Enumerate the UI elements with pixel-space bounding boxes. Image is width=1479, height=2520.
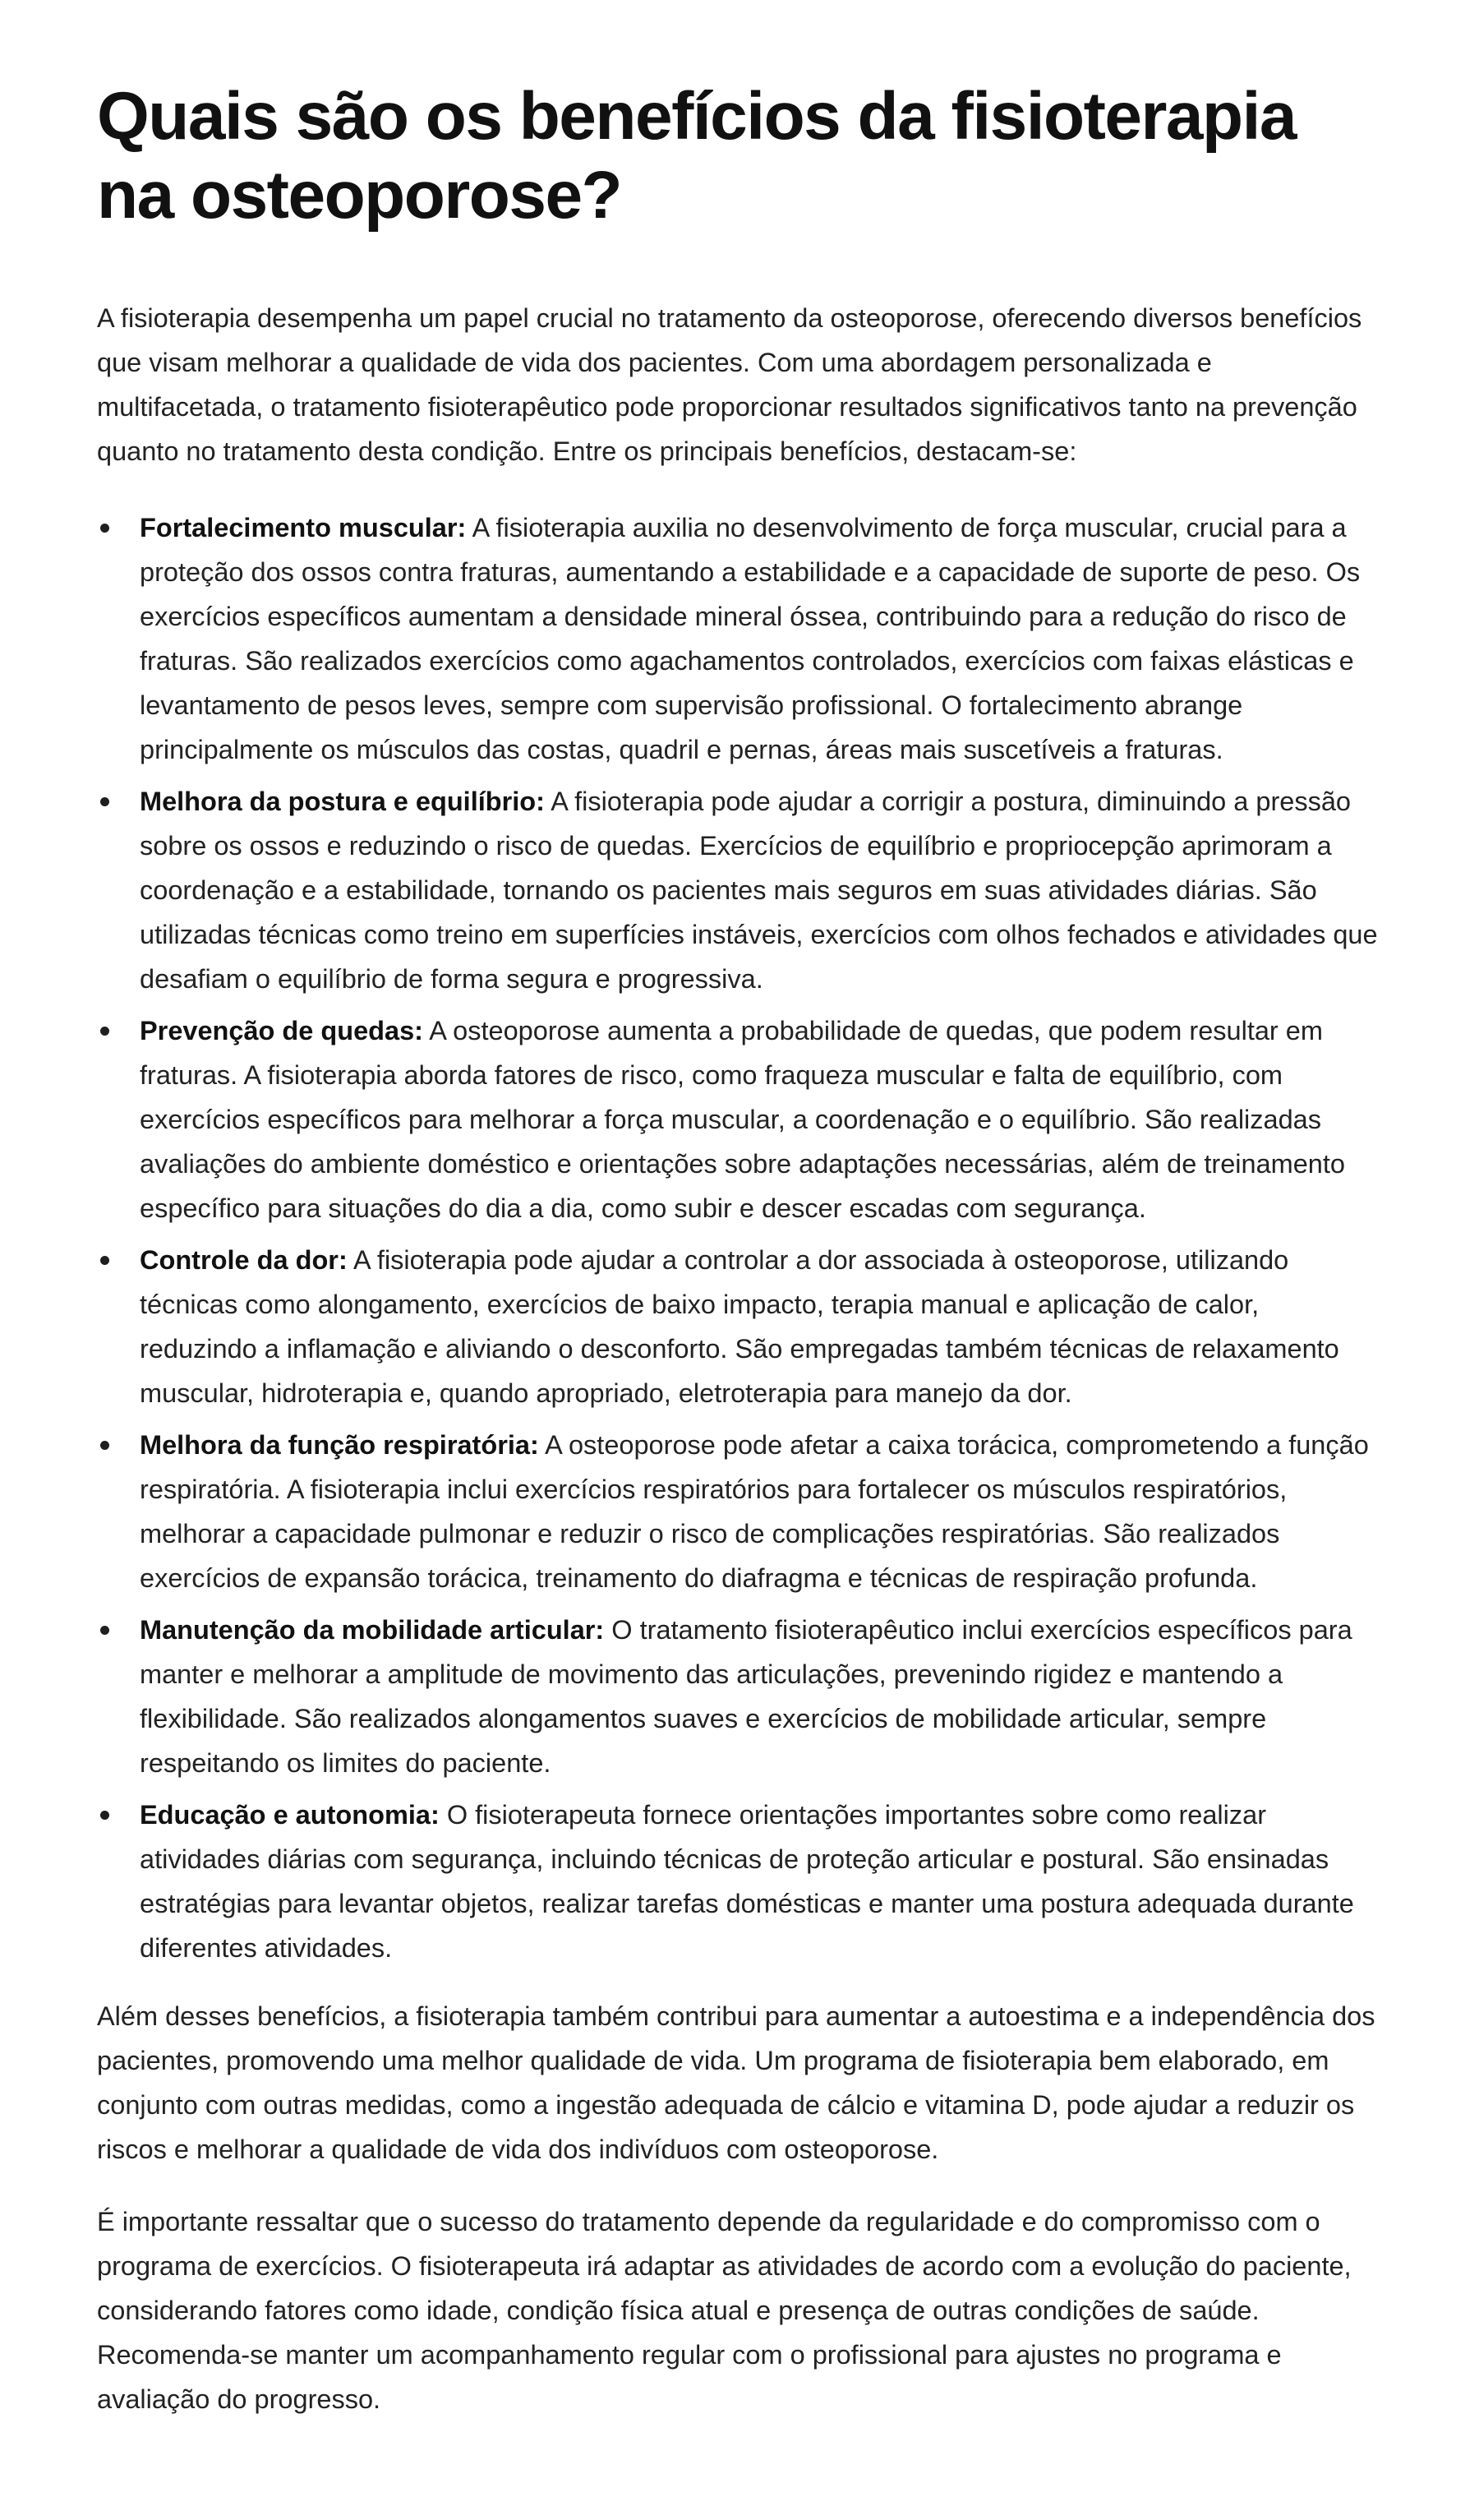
benefit-title: Melhora da função respiratória:	[140, 1430, 539, 1460]
bullet-icon	[100, 797, 109, 806]
list-item	[97, 505, 1382, 772]
benefit-text: O tratamento fisioterapêutico inclui exercícios específicos para manter e melhorar a amplitude de movimento das articulações, prevenindo rigidez e mantendo a flexibilidade. São realizados alongamentos suaves e exercícios de mobilidade articular, sempre respeitando os limites do paciente.	[140, 1615, 1352, 1778]
list-item	[97, 1608, 1382, 1785]
page-title: Quais são os benefícios da fisioterapia na osteoporose?	[97, 79, 1296, 233]
benefit-title: Manutenção da mobilidade articular:	[140, 1615, 605, 1645]
bullet-icon	[100, 1441, 109, 1450]
benefit-text: A fisioterapia auxilia no desenvolvimento de força muscular, crucial para a proteção dos ossos contra fraturas, aumentando a estabilidade e a capacidade de suporte de peso. Os exercícios específicos aumentam a densidade mineral óssea, contribuindo para a redução do risco de fraturas. São realizados exercícios como agachamentos controlados, exercícios com faixas elásticas e levantamento de pesos leves, sempre com supervisão profissional. O fortalecimento abrange principalmente os músculos das costas, quadril e pernas, áreas mais suscetíveis a fraturas.	[140, 513, 1361, 764]
list-item	[97, 1008, 1382, 1230]
benefit-text: A osteoporose pode afetar a caixa torácica, comprometendo a função respiratória. A fisioterapia inclui exercícios respiratórios para fortalecer os músculos respiratórios, melhorar a capacidade pulmonar e reduzir o risco de complicações respiratórias. São realizados exercícios de expansão torácica, treinamento do diafragma e técnicas de respiração profunda.	[140, 1430, 1369, 1593]
benefit-text: A fisioterapia pode ajudar a corrigir a postura, diminuindo a pressão sobre os ossos e reduzindo o risco de quedas. Exercícios de equilíbrio e propriocepção aprimoram a coordenação e a estabilidade, tornando os pacientes mais seguros em suas atividades diárias. São utilizadas técnicas como treino em superfícies instáveis, exercícios com olhos fechados e atividades que desafiam o equilíbrio de forma segura e progressiva.	[140, 787, 1378, 994]
benefit-title: Fortalecimento muscular:	[140, 513, 467, 542]
benefit-title: Prevenção de quedas:	[140, 1016, 423, 1045]
benefit-text: A fisioterapia pode ajudar a controlar a dor associada à osteoporose, utilizando técnicas como alongamento, exercícios de baixo impacto, terapia manual e aplicação de calor, reduzindo a inflamação e aliviando o desconforto. São empregadas também técnicas de relaxamento muscular, hidroterapia e, quando apropriado, eletroterapia para manejo da dor.	[140, 1245, 1339, 1408]
bullet-icon	[100, 524, 109, 533]
benefit-text: A osteoporose aumenta a probabilidade de quedas, que podem resultar em fraturas. A fisioterapia aborda fatores de risco, como fraqueza muscular e falta de equilíbrio, com exercícios específicos para melhorar a força muscular, a coordenação e o equilíbrio. São realizadas avaliações do ambiente doméstico e orientações sobre adaptações necessárias, além de treinamento específico para situações do dia a dia, como subir e descer escadas com segurança.	[140, 1016, 1345, 1223]
list-item	[97, 779, 1382, 1001]
list-item	[97, 1423, 1382, 1600]
closing-paragraph-2: É importante ressaltar que o sucesso do tratamento depende da regularidade e do compromisso com o programa de exercícios. O fisioterapeuta irá adaptar as atividades de acordo com a evolução do paciente, considerando fatores como idade, condição física atual e presença de outras condições de saúde. Recomenda-se manter um acompanhamento regular com o profissional para ajustes no programa e avaliação do progresso.	[97, 2207, 1352, 2414]
bullet-icon	[100, 1027, 109, 1036]
list-item	[97, 1793, 1382, 1970]
intro-paragraph: A fisioterapia desempenha um papel crucial no tratamento da osteoporose, oferecendo diversos benefícios que visam melhorar a qualidade de vida dos pacientes. Com uma abordagem personalizada e multifacetada, o tratamento fisioterapêutico pode proporcionar resultados significativos tanto na prevenção quanto no tratamento desta condição. Entre os principais benefícios, destacam-se:	[97, 303, 1362, 466]
closing-paragraph-1: Além desses benefícios, a fisioterapia também contribui para aumentar a autoestima e a independência dos pacientes, promovendo uma melhor qualidade de vida. Um programa de fisioterapia bem elaborado, em conjunto com outras medidas, como a ingestão adequada de cálcio e vitamina D, pode ajudar a reduzir os riscos e melhorar a qualidade de vida dos indivíduos com osteoporose.	[97, 2001, 1375, 2164]
benefits-list	[97, 505, 1382, 1970]
bullet-icon	[100, 1256, 109, 1265]
bullet-icon	[100, 1626, 109, 1635]
list-item	[97, 1238, 1382, 1415]
benefit-title: Educação e autonomia:	[140, 1800, 440, 1830]
benefit-text: O fisioterapeuta fornece orientações importantes sobre como realizar atividades diárias com segurança, incluindo técnicas de proteção articular e postural. São ensinadas estratégias para levantar objetos, realizar tarefas domésticas e manter uma postura adequada durante diferentes atividades.	[140, 1800, 1354, 1963]
benefit-title: Controle da dor:	[140, 1245, 348, 1275]
benefit-title: Melhora da postura e equilíbrio:	[140, 787, 545, 816]
bullet-icon	[100, 1811, 109, 1820]
